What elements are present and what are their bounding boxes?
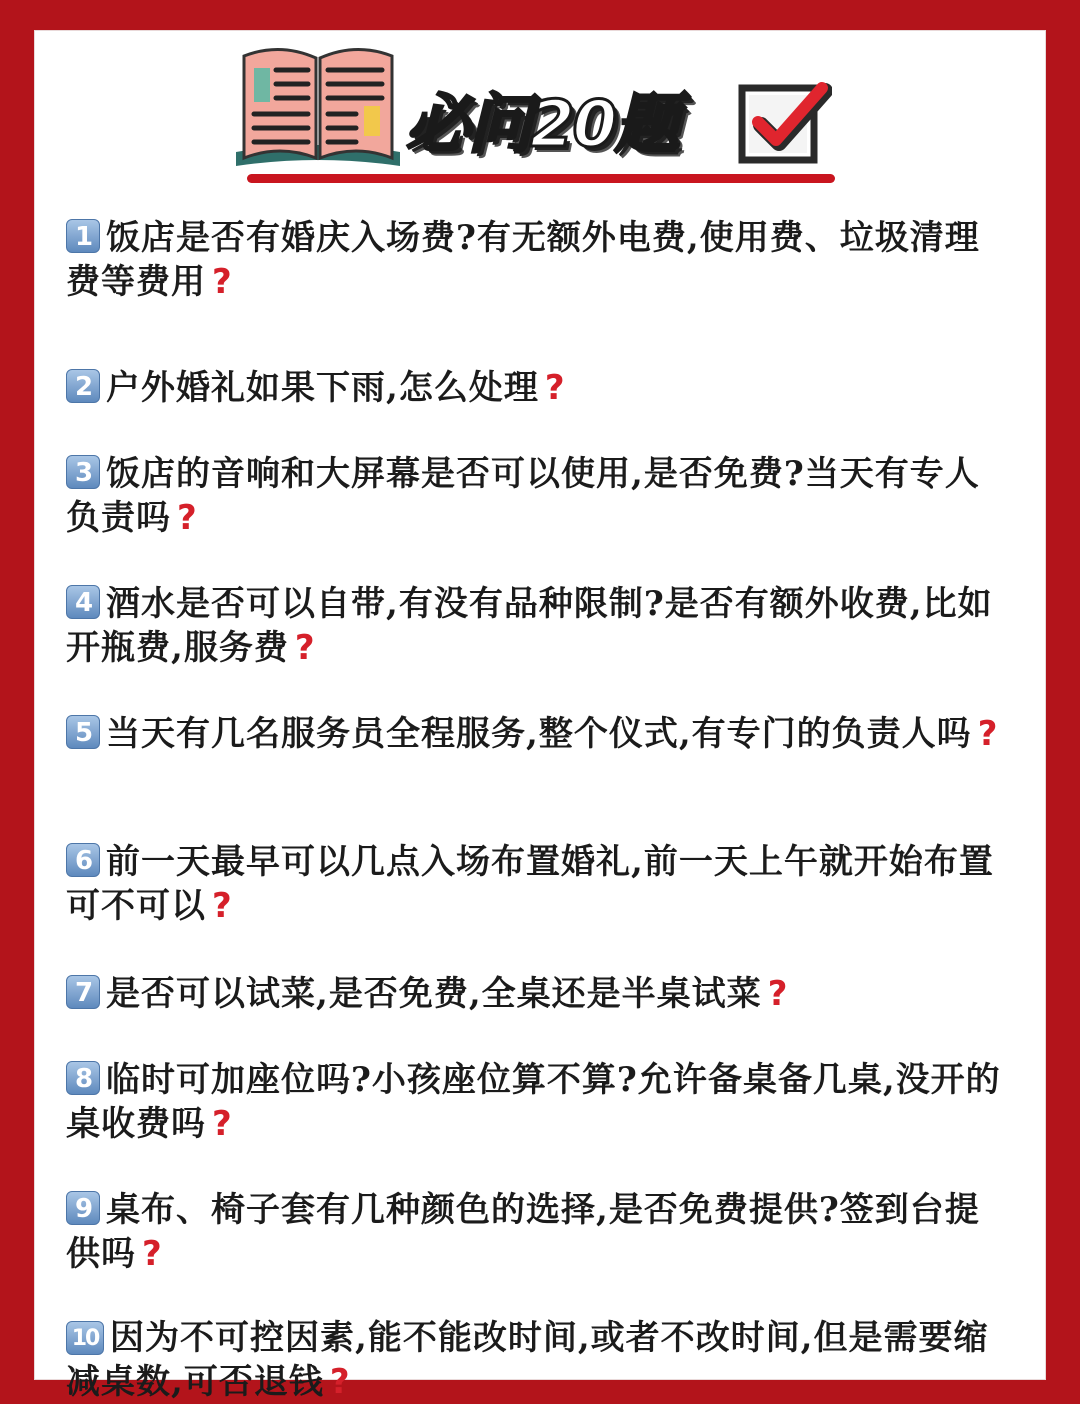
- question-mark-icon: ?: [177, 498, 198, 538]
- question-item: [66, 216, 1014, 304]
- question-text: 当天有几名服务员全程服务,整个仪式,有专门的负责人吗: [106, 714, 972, 754]
- question-text: 桌布、椅子套有几种颜色的选择,是否免费提供?签到台提供吗: [66, 1190, 980, 1274]
- question-item: [66, 366, 1014, 410]
- number-badge: 9: [66, 1191, 100, 1225]
- number-badge: 1: [66, 219, 100, 253]
- question-mark-icon: ?: [544, 368, 566, 408]
- question-item: [66, 1188, 1014, 1276]
- question-item: [66, 1058, 1014, 1146]
- question-text: 临时可加座位吗?小孩座位算不算?允许备桌备几桌,没开的桌收费吗: [66, 1060, 1001, 1144]
- question-text: 是否可以试菜,是否免费,全桌还是半桌试菜: [106, 974, 762, 1014]
- number-badge: 10: [66, 1321, 104, 1355]
- question-mark-icon: ?: [212, 886, 233, 926]
- question-mark-icon: ?: [212, 262, 233, 302]
- question-mark-icon: ?: [142, 1234, 163, 1274]
- header: [34, 30, 1046, 200]
- question-text: 户外婚礼如果下雨,怎么处理: [106, 368, 539, 408]
- question-item: [66, 712, 1014, 756]
- question-text: 因为不可控因素,能不能改时间,或者不改时间,但是需要缩减桌数,可否退钱: [66, 1318, 989, 1402]
- question-text: 饭店是否有婚庆入场费?有无额外电费,使用费、垃圾清理费等费用: [66, 218, 980, 302]
- number-badge: 8: [66, 1061, 100, 1095]
- question-text: 饭店的音响和大屏幕是否可以使用,是否免费?当天有专人负责吗: [66, 454, 980, 538]
- title-underline: [247, 174, 835, 183]
- number-badge: 7: [66, 975, 100, 1009]
- question-mark-icon: ?: [329, 1362, 351, 1402]
- open-book-icon: [230, 34, 406, 172]
- number-badge: 3: [66, 455, 100, 489]
- number-badge: 4: [66, 585, 100, 619]
- question-item: [66, 840, 1014, 928]
- question-item: [66, 582, 1014, 670]
- question-mark-icon: ?: [294, 628, 316, 668]
- page-title: 必问20题: [406, 88, 678, 162]
- question-text: 前一天最早可以几点入场布置婚礼,前一天上午就开始布置可不可以: [66, 842, 994, 926]
- question-item: [66, 1316, 1014, 1404]
- question-text: 酒水是否可以自带,有没有品种限制?是否有额外收费,比如开瓶费,服务费: [66, 584, 993, 668]
- question-item: [66, 452, 1014, 540]
- checkbox-checked-icon: [736, 74, 832, 170]
- number-badge: 5: [66, 715, 100, 749]
- content-card: [34, 30, 1046, 1402]
- number-badge: 2: [66, 369, 100, 403]
- question-mark-icon: ?: [212, 1104, 233, 1144]
- question-mark-icon: ?: [977, 714, 999, 754]
- number-badge: 6: [66, 843, 100, 877]
- question-item: [66, 972, 1014, 1016]
- question-mark-icon: ?: [767, 974, 789, 1014]
